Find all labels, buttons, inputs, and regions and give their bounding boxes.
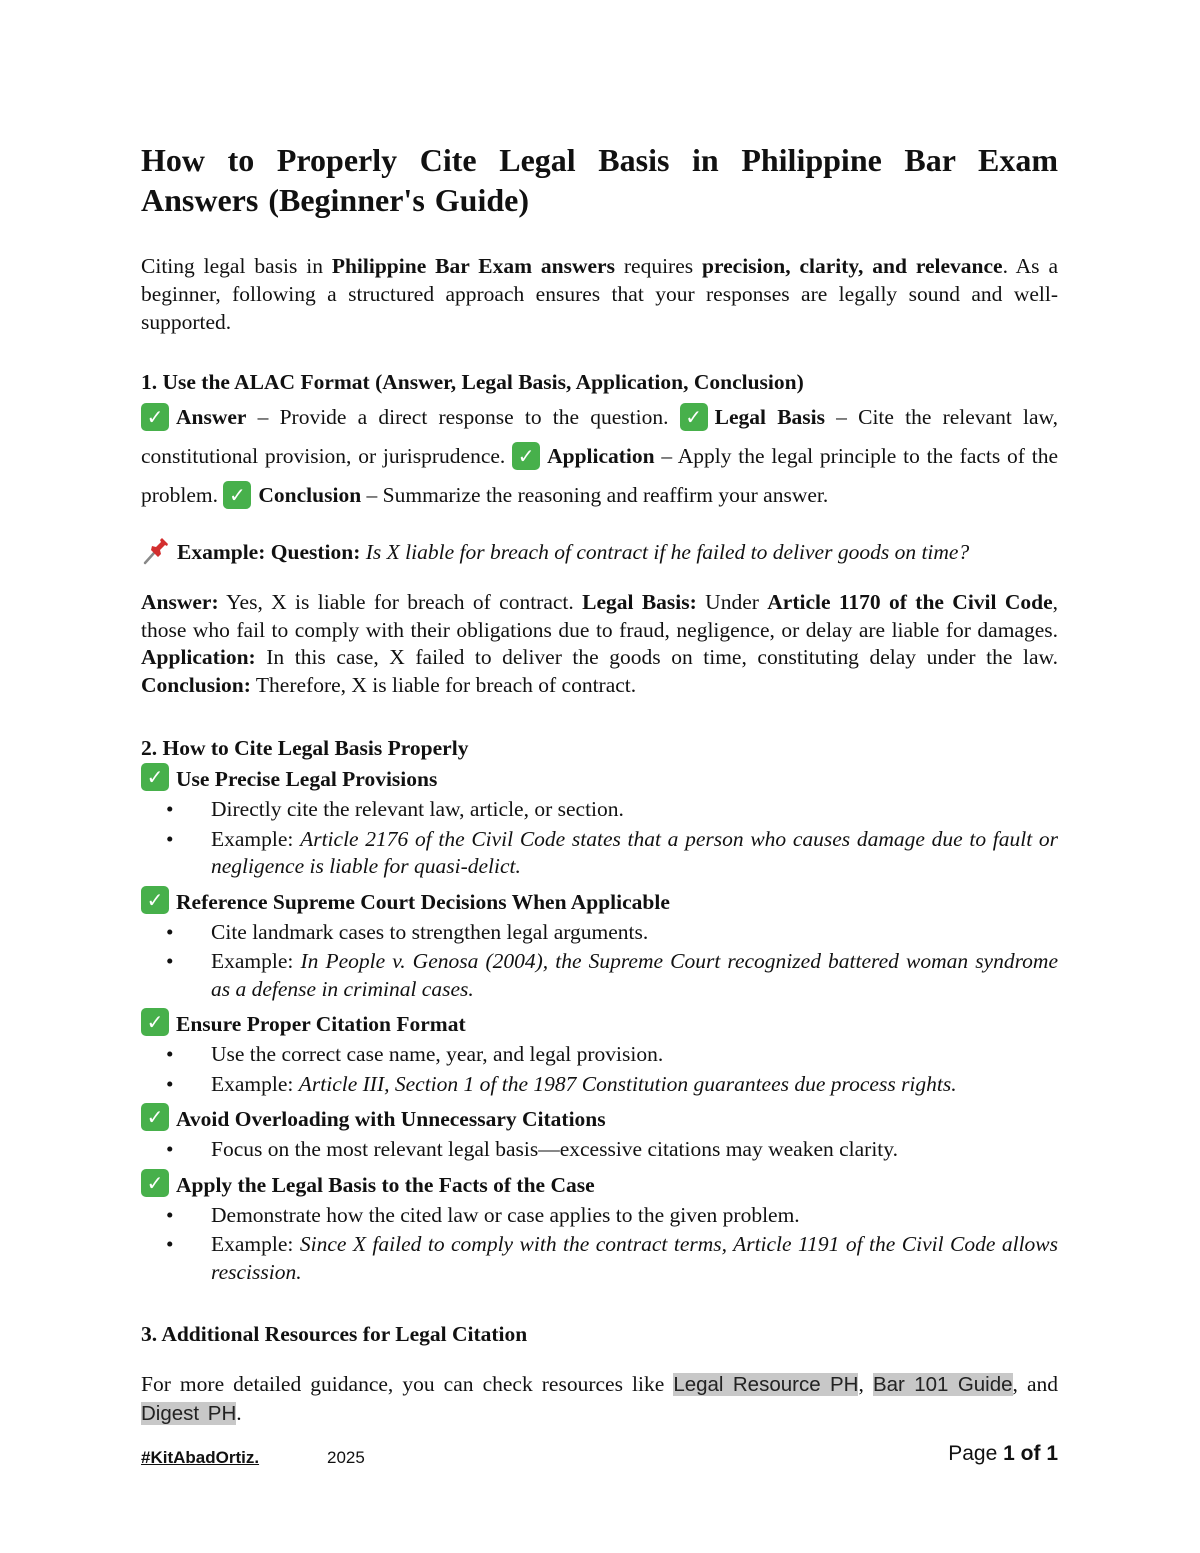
list-item (141, 826, 1058, 881)
bullet-text: Demonstrate how the cited law or case applies to the given problem. (211, 1202, 800, 1227)
link-legal-resource-ph[interactable]: Legal Resource PH (673, 1372, 859, 1396)
alac-text: – Provide a direct response to the question. (246, 405, 680, 429)
tip-title: Ensure Proper Citation Format (176, 1012, 466, 1037)
footer-year: 2025 (327, 1448, 365, 1467)
tip-title: Reference Supreme Court Decisions When Applicable (176, 889, 670, 914)
tip-heading (141, 1009, 1058, 1039)
bullet-prefix: Example: (211, 826, 301, 851)
intro-text: . As a beginner, following a structured approach ensures that your responses are legally sound and well-supported. (141, 254, 1058, 334)
intro-text: requires (614, 254, 702, 278)
bullet-example: Article III, Section 1 of the 1987 Constitution guarantees due process rights. (298, 1071, 957, 1096)
alac-text: – Cite the relevant law, constitutional provision, or jurisprudence. (141, 405, 1058, 468)
section-3-title: 3. Additional Resources for Legal Citation (141, 1322, 528, 1347)
tip-heading (141, 887, 1058, 917)
example-label: Example: Question: (177, 539, 361, 564)
intro-paragraph (141, 252, 1058, 336)
separator: . (236, 1400, 242, 1425)
tips-list (141, 764, 1058, 1286)
page-current: 1 (1003, 1442, 1015, 1465)
legal-basis-text: , those who fail to comply with their obligations due to fraud, negligence, or delay are liable for damages. (141, 590, 1058, 642)
list-item (141, 1231, 1058, 1286)
check-mark-icon: ✓ (223, 481, 251, 509)
tip-heading (141, 1170, 1058, 1200)
resources-paragraph (141, 1370, 1058, 1428)
tip-bullets (141, 1202, 1058, 1287)
example-question-text: Is X liable for breach of contract if he failed to deliver goods on time? (365, 539, 970, 564)
example-answer (141, 589, 1058, 699)
bullet-prefix: Example: (211, 1071, 299, 1096)
alac-label: Conclusion (258, 483, 362, 507)
answer-label: Answer: (141, 590, 219, 615)
alac-label: Legal Basis (714, 405, 825, 429)
legal-basis-text: Under (696, 590, 768, 615)
tip-bullets (141, 1041, 1058, 1098)
bullet-text: Cite landmark cases to strengthen legal arguments. (211, 919, 649, 944)
separator: , (858, 1371, 873, 1396)
link-digest-ph[interactable]: Digest PH (141, 1401, 237, 1425)
section-1-title: 1. Use the ALAC Format (Answer, Legal Basis, Application, Conclusion) (141, 370, 804, 394)
bullet-text: Use the correct case name, year, and legal provision. (211, 1042, 664, 1067)
intro-text: Citing legal basis in (141, 254, 332, 278)
check-mark-icon: ✓ (141, 1169, 169, 1197)
alac-label: Application (547, 444, 655, 468)
page-number (948, 1442, 1058, 1466)
tip-heading (141, 1104, 1058, 1134)
conclusion-label: Conclusion: (141, 672, 251, 697)
check-mark-icon: ✓ (680, 403, 708, 431)
check-mark-icon: ✓ (141, 1008, 169, 1036)
link-bar-101-guide[interactable]: Bar 101 Guide (872, 1372, 1013, 1396)
check-mark-icon: ✓ (141, 403, 169, 431)
resources-text: For more detailed guidance, you can check resources like (141, 1371, 674, 1396)
legal-basis-label: Legal Basis: (582, 590, 697, 615)
bullet-text: Directly cite the relevant law, article, or section. (211, 797, 624, 822)
of-word: of (1020, 1442, 1041, 1465)
answer-text: Yes, X is liable for breach of contract. (218, 590, 583, 615)
example-question (141, 537, 1058, 568)
page-footer (141, 1442, 1058, 1472)
tip-heading (141, 764, 1058, 794)
application-text: In this case, X failed to deliver the goods on time, constituting delay under the law. (255, 645, 1058, 670)
list-item (141, 948, 1058, 1003)
bullet-example: In People v. Genosa (2004), the Supreme Court recognized battered woman syndrome as a defense in criminal cases. (211, 949, 1058, 1001)
bullet-example: Since X failed to comply with the contract terms, Article 1191 of the Civil Code allows rescission. (211, 1232, 1059, 1284)
tip-title: Use Precise Legal Provisions (176, 767, 438, 792)
application-label: Application: (141, 645, 256, 670)
list-item (141, 1202, 1058, 1230)
intro-bold: Philippine Bar Exam answers (331, 254, 615, 278)
tip-bullets (141, 1136, 1058, 1164)
separator: , and (1012, 1371, 1059, 1396)
list-item (141, 1041, 1058, 1069)
bullet-prefix: Example: (211, 949, 301, 974)
bullet-example: Article 2176 of the Civil Code states that a person who causes damage due to fault or negligence is liable for quasi-delict. (211, 826, 1058, 879)
bullet-prefix: Example: (211, 1232, 300, 1257)
check-mark-icon: ✓ (141, 763, 169, 791)
page-total: 1 (1046, 1442, 1058, 1465)
pushpin-icon (141, 537, 171, 565)
alac-items (141, 398, 1058, 515)
conclusion-text: Therefore, X is liable for breach of contract. (250, 672, 637, 697)
check-mark-icon: ✓ (141, 886, 169, 914)
legal-basis-citation: Article 1170 of the Civil Code (767, 590, 1053, 615)
check-mark-icon: ✓ (512, 442, 540, 470)
page-title: How to Properly Cite Legal Basis in Philippine Bar Exam Answers (Beginner's Guide) (141, 142, 1058, 218)
page-word: Page (948, 1442, 998, 1465)
list-item (141, 1071, 1058, 1099)
tip-title: Apply the Legal Basis to the Facts of the Case (176, 1172, 595, 1197)
tip-title: Avoid Overloading with Unnecessary Citations (176, 1107, 606, 1132)
section-2-title: 2. How to Cite Legal Basis Properly (141, 736, 469, 761)
tip-bullets (141, 796, 1058, 881)
intro-bold: precision, clarity, and relevance (702, 254, 1003, 278)
check-mark-icon: ✓ (141, 1103, 169, 1131)
document-body (141, 140, 1058, 1449)
alac-label: Answer (176, 405, 247, 429)
list-item (141, 919, 1058, 947)
alac-text: – Apply the legal principle to the facts of the problem. (141, 444, 1059, 507)
author-tag[interactable]: #KitAbadOrtiz. (141, 1448, 260, 1467)
list-item (141, 796, 1058, 824)
list-item (141, 1136, 1058, 1164)
bullet-text: Focus on the most relevant legal basis—excessive citations may weaken clarity. (211, 1137, 899, 1162)
alac-text: – Summarize the reasoning and reaffirm your answer. (361, 483, 829, 507)
tip-bullets (141, 919, 1058, 1004)
